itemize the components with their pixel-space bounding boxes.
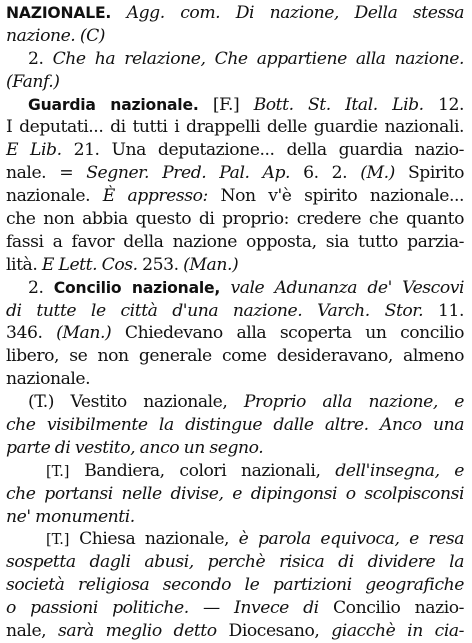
entry-line-4 [6, 71, 464, 94]
concilio-line-1 [6, 277, 464, 300]
headword: NAZIONALE. [6, 4, 112, 22]
definition: o passioni politiche. — [6, 598, 220, 619]
chiesa-line-3 [6, 574, 464, 597]
chiesa-line-5 [6, 620, 464, 643]
definition: che visibilmente la distingue dalle altre. Anco una [6, 415, 464, 436]
quotation: che non abbia questo di proprio: credere che quanto [6, 209, 464, 230]
citation-number: 11. [438, 300, 464, 321]
subentry-term: Bandiera, colori nazionali, [84, 460, 321, 481]
subentry-term: Diocesano, [228, 621, 320, 642]
guardia-line-3 [6, 139, 464, 162]
citation-number: 12. [438, 94, 465, 115]
guardia-line-1 [6, 94, 464, 117]
quotation: fassi a favor della nazione opposta, sia tutto parzia- [6, 231, 464, 252]
definition-2: Che ha relazione, Che appartiene alla nazione. [52, 48, 465, 69]
definition: giacchè in cia- [331, 621, 465, 642]
definition: vale Adunanza de' Vescovi [230, 277, 465, 298]
quotation: Chiedevano alla scoperta un concilio [124, 323, 464, 344]
bandiera-line-1 [6, 460, 464, 483]
citation-number: 6. 2. [303, 163, 348, 184]
citation: Bott. St. Ital. Lib. [253, 94, 424, 115]
citation-number: 346. [6, 323, 43, 344]
citation: È appresso: [102, 186, 208, 207]
bandiera-line-2 [6, 483, 464, 506]
definition: sarà meglio detto [58, 621, 217, 642]
citation: E Lett. Cos. [41, 254, 138, 275]
quotation: Non v'è spirito nazionale... [220, 186, 465, 207]
subentry-term: Vestito nazionale, [70, 392, 228, 413]
subentry-term: Chiesa nazionale, [79, 529, 230, 550]
citation: Varch. Stor. [317, 300, 424, 321]
definition: Invece di [234, 598, 319, 619]
source-tag: [T.] [46, 463, 70, 480]
definition-1: Agg. com. Di nazione, Della stessa [126, 3, 465, 23]
definition-1-cont: nazione. [6, 25, 76, 46]
guardia-line-8 [6, 254, 464, 277]
source-tag: (T.) [28, 392, 55, 413]
vestito-line-2 [6, 414, 464, 437]
concilio-line-2 [6, 300, 464, 323]
quotation: nazionale. [6, 369, 91, 390]
guardia-line-6 [6, 208, 464, 231]
sense-number: 2. [28, 48, 44, 69]
guardia-line-5 [6, 185, 464, 208]
quotation: lità. [6, 254, 38, 275]
citation-number: 253. [142, 254, 179, 275]
definition: dell'insegna, e [335, 460, 465, 481]
vestito-line-3 [6, 437, 464, 460]
source-tag: [T.] [46, 532, 70, 549]
entry-line-2 [6, 25, 464, 48]
definition: di tutte le città d'una nazione. [6, 300, 303, 321]
definition: è parola equivoca, e resa [238, 529, 465, 550]
source-tag: (Fanf.) [6, 71, 60, 92]
quotation: Spirito [407, 163, 465, 184]
quotation: Una deputazione... della guardia nazio- [111, 140, 465, 161]
definition: sospetta dagli abusi, perchè risica di dividere la [6, 552, 464, 573]
quotation: nale. = [6, 163, 74, 184]
citation-number: 21. [73, 140, 100, 161]
chiesa-line-4 [6, 597, 464, 620]
source-tag: (Man.) [56, 323, 112, 344]
source-tag: (C) [79, 25, 106, 46]
source-tag: [F.] [212, 94, 240, 115]
subentry-term: Concilio nazio- [332, 598, 465, 619]
concilio-line-5 [6, 368, 464, 391]
entry-line-3 [6, 48, 464, 71]
concilio-line-4 [6, 345, 464, 368]
source-tag: (M.) [360, 163, 395, 184]
subentry-term: Guardia nazionale. [28, 95, 199, 114]
definition: che portansi nelle divise, e dipingonsi o scolpisconsi [6, 483, 464, 504]
definition: società religiosa secondo le partizioni geografiche [6, 575, 464, 596]
citation: E Lib. [6, 140, 62, 161]
chiesa-line-2 [6, 551, 464, 574]
entry-line-1 [6, 2, 464, 25]
subentry-term: nale, [6, 621, 47, 642]
concilio-line-3 [6, 322, 464, 345]
chiesa-line-1 [6, 528, 464, 551]
quotation: I deputati... di tutti i drappelli delle guardie nazionali. [6, 117, 464, 138]
guardia-line-2 [6, 116, 464, 139]
bandiera-line-3 [6, 506, 464, 529]
quotation: libero, se non generale come desideravano, almeno [6, 346, 464, 367]
subentry-term: Concilio nazionale, [53, 278, 221, 297]
quotation: nazionale. [6, 186, 91, 207]
source-tag: (Man.) [183, 254, 239, 275]
guardia-line-7 [6, 231, 464, 254]
citation: Segner. Pred. Pal. Ap. [86, 163, 291, 184]
definition: Proprio alla nazione, e [243, 392, 464, 413]
definition: ne' monumenti. [6, 506, 135, 527]
sense-number: 2. [28, 277, 44, 298]
definition: parte di vestito, anco un segno. [6, 437, 264, 458]
guardia-line-4 [6, 162, 464, 185]
vestito-line-1 [6, 391, 464, 414]
